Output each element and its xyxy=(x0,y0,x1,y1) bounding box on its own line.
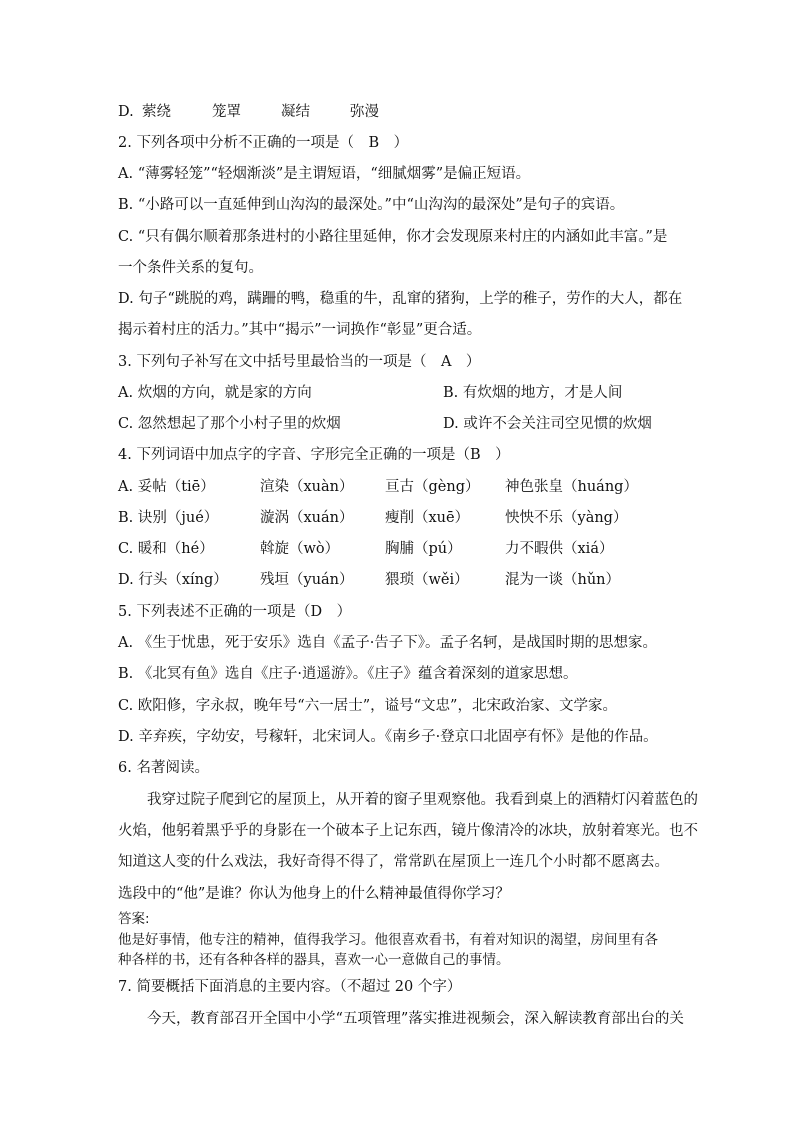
q2-option-d-line1: D. 句子“跳脱的鸡，蹒跚的鸭，稳重的牛，乱窜的猪狗，上学的稚子，劳作的大人，都在 xyxy=(118,291,683,307)
q4-c-3: 胸脯（pú） xyxy=(385,541,462,557)
q6-passage-line1: 我穿过院子爬到它的屋顶上，从开着的窗子里观察他。我看到桌上的酒精灯闪着蓝色的 xyxy=(118,792,698,808)
q4-a-4: 神色张皇（huáng） xyxy=(505,479,638,495)
q6-passage-line2: 火焰，他躬着黑乎乎的身影在一个破本子上记东西，镜片像清冷的冰块，放射着寒光。也不 xyxy=(118,823,698,839)
q6-stem: 6. 名著阅读。 xyxy=(118,760,209,776)
q6-answer-line1: 他是好事情，他专注的精神，值得我学习。他很喜欢看书，有着对知识的渴望，房间里有各 xyxy=(118,932,658,948)
q1-d-word-4: 弥漫 xyxy=(350,104,379,120)
q4-d-1: D. 行头（xíng） xyxy=(118,572,228,588)
q2-option-c-line1: C. “只有偶尔顺着那条进村的小路往里延伸，你才会发现原来村庄的内涵如此丰富。”是 xyxy=(118,229,668,245)
q7-passage-line1: 今天，教育部召开全国中小学“五项管理”落实推进视频会，深入解读教育部出台的关 xyxy=(118,1011,684,1027)
q4-d-4: 混为一谈（hǔn） xyxy=(505,572,621,588)
q6-answer-line2: 种各样的书，还有各种各样的器具，喜欢一心一意做自己的事情。 xyxy=(118,952,510,968)
q4-d-3: 猥琐（wěi） xyxy=(385,572,469,588)
q4-b-3: 瘦削（xuē） xyxy=(385,510,470,526)
q6-passage-line3: 知道这人变的什么戏法，我好奇得不得了，常常趴在屋顶上一连几个小时都不愿离去。 xyxy=(118,854,669,870)
q4-stem: 4. 下列词语中加点字的字音、字形完全正确的一项是（B ） xyxy=(118,447,510,463)
q3-option-a: A. 炊烟的方向，就是家的方向 xyxy=(118,385,312,401)
q4-d-2: 残垣（yuán） xyxy=(260,572,354,588)
q4-a-1: A. 妥帖（tiē） xyxy=(118,479,215,495)
q3-stem: 3. 下列句子补写在文中括号里最恰当的一项是（ A ） xyxy=(118,354,481,370)
q3-option-d: D. 或许不会关注司空见惯的炊烟 xyxy=(443,416,652,432)
q3-option-b: B. 有炊烟的地方，才是人间 xyxy=(443,385,623,401)
q5-stem: 5. 下列表述不正确的一项是（D ） xyxy=(118,604,352,620)
q5-option-c: C. 欧阳修，字永叔，晚年号“六一居士”，谥号“文忠”，北宋政治家、文学家。 xyxy=(118,698,617,714)
q4-c-2: 斡旋（wò） xyxy=(260,541,340,557)
q2-stem: 2. 下列各项中分析不正确的一项是（ B ） xyxy=(118,135,409,151)
q1-d-word-1: 萦绕 xyxy=(142,104,171,120)
q1-d-word-3: 凝结 xyxy=(281,104,310,120)
q6-question: 选段中的“他”是谁？你认为他身上的什么精神最值得你学习？ xyxy=(118,886,510,902)
q5-option-a: A. 《生于忧患，死于安乐》选自《孟子·告子下》。孟子名轲，是战国时期的思想家。 xyxy=(118,635,658,651)
q7-stem: 7. 简要概括下面消息的主要内容。（不超过 20 个字） xyxy=(118,979,462,995)
q5-option-d: D. 辛弃疾，字幼安，号稼轩，北宋词人。《南乡子·登京口北固亭有怀》是他的作品。 xyxy=(118,729,658,745)
q4-a-3: 亘古（gèng） xyxy=(385,479,480,495)
q4-a-2: 渲染（xuàn） xyxy=(260,479,354,495)
q4-b-4: 怏怏不乐（yàng） xyxy=(505,510,628,526)
q5-option-b: B. 《北冥有鱼》选自《庄子·逍遥游》。《庄子》蕴含着深刻的道家思想。 xyxy=(118,666,578,682)
q4-b-1: B. 诀别（jué） xyxy=(118,510,219,526)
q2-option-c-line2: 一个条件关系的复句。 xyxy=(118,260,263,276)
q4-b-2: 漩涡（xuán） xyxy=(260,510,354,526)
q2-option-a: A. “薄雾轻笼”“轻烟渐淡”是主谓短语，“细腻烟雾”是偏正短语。 xyxy=(118,166,531,182)
q3-option-c: C. 忽然想起了那个小村子里的炊烟 xyxy=(118,416,341,432)
q1-d-word-2: 笼罩 xyxy=(212,104,241,120)
q2-option-b: B. “小路可以一直延伸到山沟沟的最深处。”中“山沟沟的最深处”是句子的宾语。 xyxy=(118,197,625,213)
q1-d-letter: D. xyxy=(118,104,134,120)
q4-c-1: C. 暖和（hé） xyxy=(118,541,214,557)
q4-c-4: 力不暇供（xiá） xyxy=(505,541,614,557)
q2-option-d-line2: 揭示着村庄的活力。”其中“揭示”一词换作“彰显”更合适。 xyxy=(118,322,482,338)
q6-answer-label: 答案: xyxy=(118,911,150,927)
